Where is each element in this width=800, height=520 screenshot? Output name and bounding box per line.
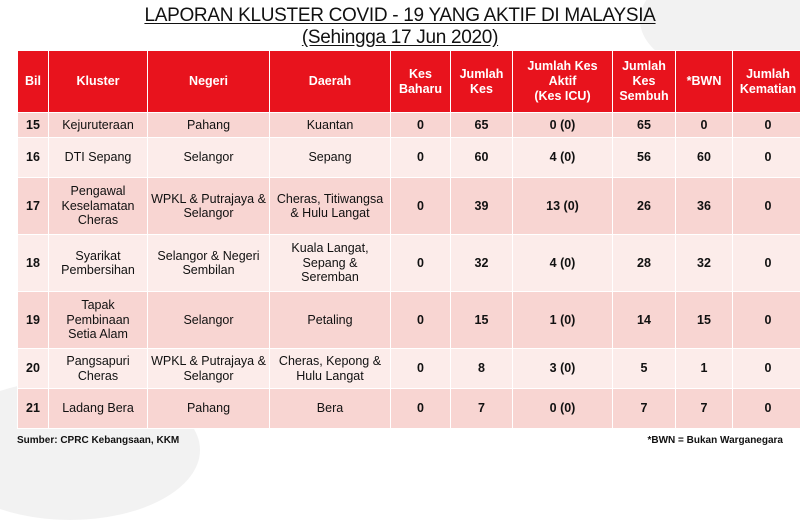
cell-kluster: Ladang Bera [49, 389, 148, 429]
cell-jumlah-kes: 7 [451, 389, 513, 429]
cell-daerah: Cheras, Titiwangsa & Hulu Langat [270, 178, 391, 235]
cell-kes-baharu: 0 [391, 349, 451, 389]
header-jumlah-kematian: Jumlah Kematian [733, 51, 800, 113]
cell-kes-baharu: 0 [391, 389, 451, 429]
cell-daerah: Kuala Langat, Sepang & Seremban [270, 235, 391, 292]
cell-negeri: Pahang [148, 113, 270, 138]
cell-jumlah-kes-aktif: 13 (0) [513, 178, 613, 235]
cell-bil: 18 [18, 235, 49, 292]
cell-kes-baharu: 0 [391, 113, 451, 138]
cell-bwn: 36 [676, 178, 733, 235]
cell-kes-baharu: 0 [391, 178, 451, 235]
cell-jumlah-kes: 32 [451, 235, 513, 292]
page-title [0, 5, 800, 49]
header-jumlah-kes-aktif-label: Jumlah Kes Aktif [527, 59, 597, 88]
cell-negeri: WPKL & Putrajaya & Selangor [148, 178, 270, 235]
cell-kluster: Pengawal Keselamatan Cheras [49, 178, 148, 235]
cell-negeri: WPKL & Putrajaya & Selangor [148, 349, 270, 389]
cell-daerah: Bera [270, 389, 391, 429]
cell-jumlah-kes: 39 [451, 178, 513, 235]
cell-kes-baharu: 0 [391, 292, 451, 349]
cell-kluster: DTI Sepang [49, 138, 148, 178]
cell-negeri: Pahang [148, 389, 270, 429]
cell-jumlah-kematian: 0 [733, 178, 800, 235]
cell-jumlah-kes: 65 [451, 113, 513, 138]
cell-kluster: Kejuruteraan [49, 113, 148, 138]
table-row [18, 389, 800, 429]
header-kluster: Kluster [49, 51, 148, 113]
cell-bil: 17 [18, 178, 49, 235]
table-row [18, 113, 800, 138]
cell-kes-baharu: 0 [391, 235, 451, 292]
cell-daerah: Cheras, Kepong & Hulu Langat [270, 349, 391, 389]
cell-jumlah-kes-sembuh: 26 [613, 178, 676, 235]
cell-jumlah-kes-sembuh: 28 [613, 235, 676, 292]
cell-bil: 16 [18, 138, 49, 178]
cell-bwn: 1 [676, 349, 733, 389]
cell-jumlah-kes: 8 [451, 349, 513, 389]
cell-bil: 20 [18, 349, 49, 389]
cell-jumlah-kes-sembuh: 65 [613, 113, 676, 138]
cell-jumlah-kematian: 0 [733, 389, 800, 429]
cell-bwn: 0 [676, 113, 733, 138]
bwn-note: *BWN = Bukan Warganegara [648, 435, 784, 446]
table-row [18, 292, 800, 349]
table-row [18, 349, 800, 389]
cell-negeri: Selangor & Negeri Sembilan [148, 235, 270, 292]
cell-bwn: 60 [676, 138, 733, 178]
header-kes-baharu: Kes Baharu [391, 51, 451, 113]
cell-jumlah-kematian: 0 [733, 113, 800, 138]
cluster-table [17, 50, 800, 429]
cell-daerah: Sepang [270, 138, 391, 178]
cell-jumlah-kes-sembuh: 14 [613, 292, 676, 349]
cell-negeri: Selangor [148, 138, 270, 178]
header-negeri: Negeri [148, 51, 270, 113]
cell-jumlah-kes: 60 [451, 138, 513, 178]
cell-jumlah-kes-aktif: 1 (0) [513, 292, 613, 349]
cell-bwn: 15 [676, 292, 733, 349]
cell-daerah: Kuantan [270, 113, 391, 138]
cell-jumlah-kes-aktif: 0 (0) [513, 389, 613, 429]
header-jumlah-kes-aktif [513, 51, 613, 113]
cell-jumlah-kes: 15 [451, 292, 513, 349]
cell-jumlah-kematian: 0 [733, 138, 800, 178]
table-row [18, 235, 800, 292]
cell-jumlah-kes-aktif: 0 (0) [513, 113, 613, 138]
cell-bil: 15 [18, 113, 49, 138]
cell-kluster: Tapak Pembinaan Setia Alam [49, 292, 148, 349]
header-jumlah-kes: Jumlah Kes [451, 51, 513, 113]
cell-jumlah-kematian: 0 [733, 235, 800, 292]
header-bil: Bil [18, 51, 49, 113]
cell-bil: 19 [18, 292, 49, 349]
cell-bwn: 32 [676, 235, 733, 292]
title-line-1: LAPORAN KLUSTER COVID - 19 YANG AKTIF DI MALAYSIA [144, 5, 655, 26]
source-note: Sumber: CPRC Kebangsaan, KKM [17, 435, 179, 446]
cell-jumlah-kes-sembuh: 5 [613, 349, 676, 389]
cell-jumlah-kematian: 0 [733, 349, 800, 389]
cell-negeri: Selangor [148, 292, 270, 349]
cell-jumlah-kes-aktif: 4 (0) [513, 235, 613, 292]
cell-jumlah-kes-aktif: 4 (0) [513, 138, 613, 178]
table-header-row [18, 51, 800, 113]
header-kes-icu-label: (Kes ICU) [534, 89, 590, 103]
cell-bil: 21 [18, 389, 49, 429]
cell-kluster: Pangsapuri Cheras [49, 349, 148, 389]
cell-jumlah-kes-sembuh: 56 [613, 138, 676, 178]
cell-daerah: Petaling [270, 292, 391, 349]
cell-bwn: 7 [676, 389, 733, 429]
table-row [18, 178, 800, 235]
cell-jumlah-kematian: 0 [733, 292, 800, 349]
cell-kes-baharu: 0 [391, 138, 451, 178]
table-row [18, 138, 800, 178]
cell-jumlah-kes-aktif: 3 (0) [513, 349, 613, 389]
header-jumlah-kes-sembuh: Jumlah Kes Sembuh [613, 51, 676, 113]
cell-jumlah-kes-sembuh: 7 [613, 389, 676, 429]
cell-kluster: Syarikat Pembersihan [49, 235, 148, 292]
header-bwn: *BWN [676, 51, 733, 113]
header-daerah: Daerah [270, 51, 391, 113]
title-line-2: (Sehingga 17 Jun 2020) [302, 27, 498, 48]
